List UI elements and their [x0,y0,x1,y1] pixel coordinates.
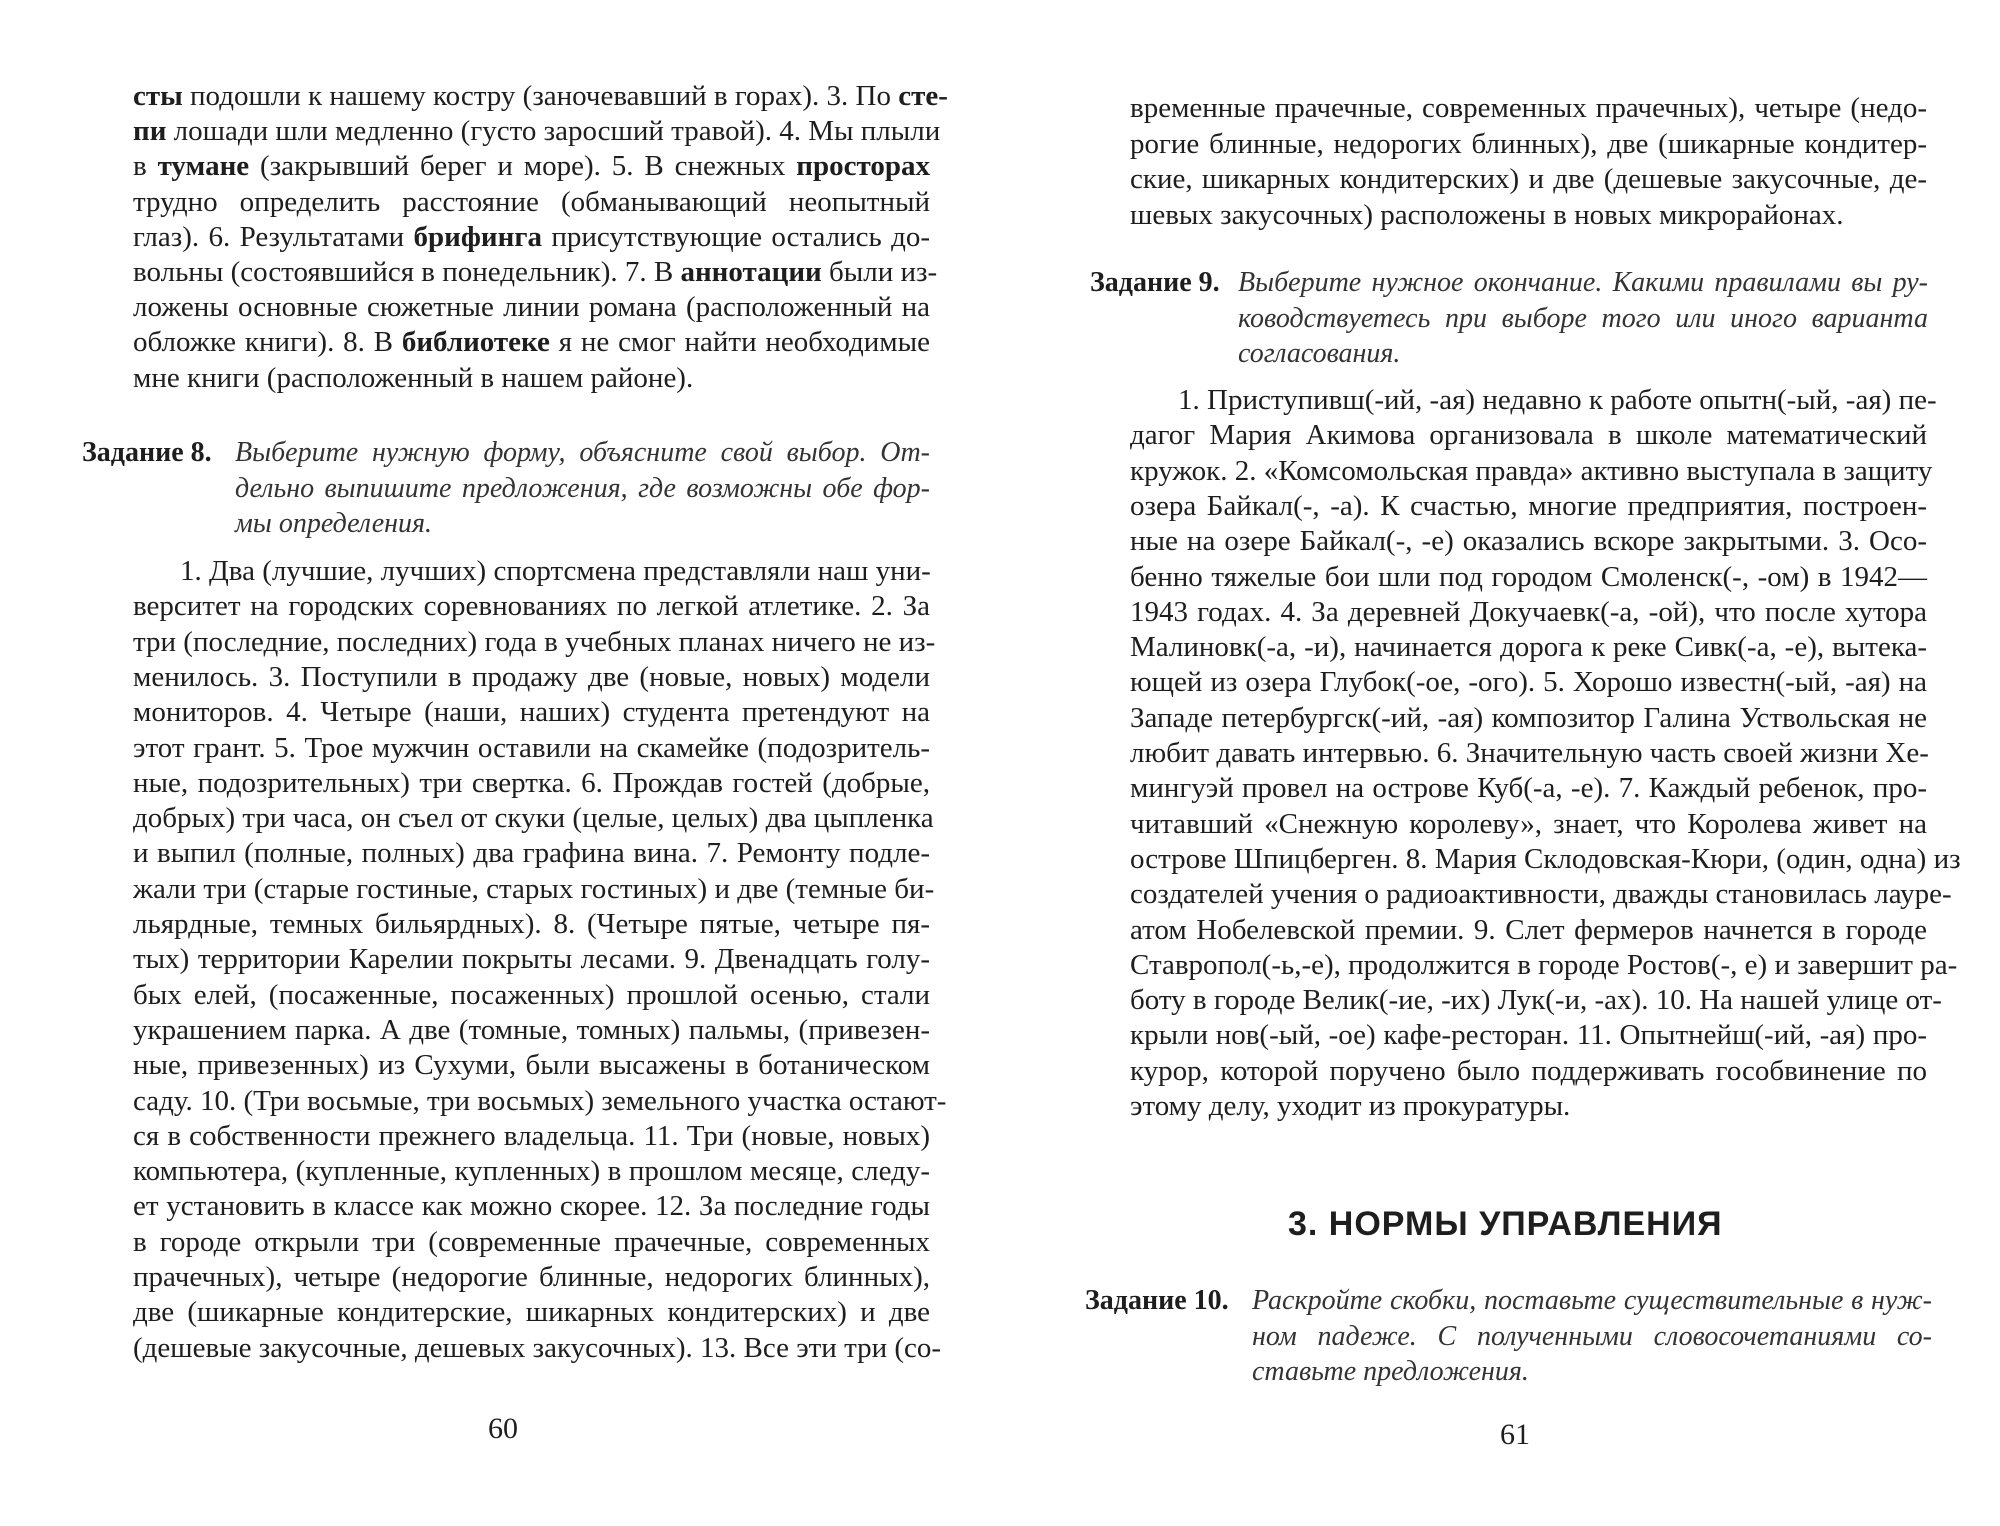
text-line: верситет на городских соревнованиях по легкой атлетике. 2. За [133,590,930,623]
text-run: трудно определить расстояние (обманывающий неопытный [133,185,930,218]
text-line: кружок. 2. «Комсомольская правда» активно выступала в защиту [1130,454,1933,487]
text-line: рогие блинные, недорогих блинных), две (шикарные кондитер- [1130,127,1927,160]
text-line [133,289,930,325]
text-line: тых) территории Карелии покрыты лесами. 9. Двенадцать голу- [133,943,930,976]
text-line: атом Нобелевской премии. 9. Слет фермеров начнется в городе [1130,913,1927,946]
instruction-line: мы определения. [235,508,433,539]
text-line: три (последние, последних) года в учебных планах ничего не из- [133,625,936,658]
bold-keyword: пи [133,115,167,148]
text-line: мониторов. 4. Четыре (наши, наших) студента претендуют на [133,696,930,729]
text-run: глаз). 6. Результатами [133,220,414,253]
text-line: две (шикарные кондитерские, шикарных кондитерских) и две [133,1296,930,1329]
text-run: присутствующие остались до- [542,220,930,253]
instruction-line: согласования. [1238,338,1401,369]
instruction-line: ставьте предложения. [1252,1356,1529,1387]
text-line: бых елей, (посаженные, посаженных) прошлой осенью, стали [133,978,930,1011]
text-line: шевых закусочных) расположены в новых микрорайонах. [1130,198,1844,231]
instruction-line: Выберите нужное окончание. Какими правилами вы ру- [1238,267,1928,298]
task-10-label: Задание 10. [1085,1285,1229,1316]
text-line [133,113,941,149]
text-line: крыли нов(-ый, -ое) кафе-ресторан. 11. Опытнейш(-ий, -ая) про- [1130,1019,1927,1052]
section-heading: 3. НОРМЫ УПРАВЛЕНИЯ [1288,1205,1723,1243]
text-line: курор, которой поручено было поддерживать гособвинение по [1130,1054,1927,1087]
text-run: мне книги (расположенный в нашем районе). [133,361,694,394]
text-line: дагог Мария Акимова организовала в школе математический [1130,419,1927,452]
text-line: 1. Два (лучшие, лучших) спортсмена представляли наш уни- [180,555,931,587]
text-line: озера Байкал(-, -а). К счастью, многие предприятия, построен- [1130,489,1927,522]
text-line: ющей из озера Глубок(-ое, -ого). 5. Хорошо известн(-ый, -ая) на [1130,666,1927,699]
task-8-label: Задание 8. [82,437,212,468]
text-line: 1. Приступивш(-ий, -ая) недавно к работе опытн(-ый, -ая) пе- [1178,384,1937,416]
text-line: ные, привезенных) из Сухуми, были высажены в ботаническом [133,1049,930,1082]
text-line: жали три (старые гостиные, старых гостиных) и две (темные би- [133,872,935,905]
instruction-line: Раскройте скобки, поставьте существительные в нуж- [1252,1285,1932,1316]
text-line: ные, подозрительных) три свертка. 6. Прождав гостей (добрые, [133,766,930,799]
page-number: 61 [1500,1418,1530,1451]
text-line: льярдные, темных бильярдных). 8. (Четыре пятые, четыре пя- [133,908,930,940]
bold-keyword: аннотации [680,256,822,288]
text-line: и выпил (полные, полных) два графина вина. 7. Ремонту подле- [133,837,930,870]
page-number: 60 [488,1412,518,1445]
bold-keyword: просторах [796,150,930,183]
text-line: этому делу, уходит из прокуратуры. [1130,1090,1571,1122]
bold-keyword: библиотеке [401,326,550,359]
text-run: я не смог найти необходимые [549,326,930,359]
text-line: 1943 годах. 4. За деревней Докучаевк(-а, -ой), что после хутора [1130,595,1927,628]
text-line: бенно тяжелые бои шли под городом Смоленск(-, -ом) в 1942— [1130,560,1927,593]
text-line: добрых) три часа, он съел от скуки (целые, целых) два цыпленка [133,802,934,835]
text-line [133,254,938,290]
text-line [133,184,930,220]
text-line [133,219,930,255]
text-line [133,324,930,360]
text-run: лошади шли медленно (густо заросший травой). 4. Мы плыли [166,115,941,148]
instruction-line: ном падеже. С полученными словосочетаниями со- [1252,1320,1932,1352]
text-run: в [133,150,158,183]
text-line: прачечных), четыре (недорогие блинные, недорогих блинных), [133,1261,930,1293]
text-line: читавший «Снежную королеву», знает, что Королева живет на [1130,807,1927,840]
instruction-line: ководствуетесь при выборе того или иного варианта [1238,302,1928,334]
text-line: мингуэй провел на острове Куб(-а, -е). 7. Каждый ребенок, про- [1130,772,1927,805]
text-line: острове Шпицберген. 8. Мария Склодовская-Кюри, (один, одна) из [1130,842,1961,875]
text-line: ся в собственности прежнего владельца. 11. Три (новые, новых) [133,1119,930,1152]
text-line: создателей учения о радиоактивности, дважды становилась лауре- [1130,878,1952,911]
instruction-line: Выберите нужную форму, объясните свой выбор. От- [235,437,930,468]
text-line [133,148,930,184]
text-run: (закрывший берег и море). 5. В снежных [249,150,797,183]
text-line: саду. 10. (Три восьмые, три восьмых) земельного участка остают- [133,1084,947,1117]
text-line: ские, шикарных кондитерских) и две (дешевые закусочные, де- [1130,163,1927,195]
text-line: менилось. 3. Поступили в продажу две (новые, новых) модели [133,660,930,693]
bold-keyword: сты [133,80,183,112]
text-line: любит давать интервью. 6. Значительную часть своей жизни Хе- [1130,737,1929,769]
instruction-line: дельно выпишите предложения, где возможны обе фор- [235,472,930,504]
text-line: Ставропол(-ь,-е), продолжится в городе Ростов(-, е) и завершит ра- [1130,948,1958,981]
text-run: ложены основные сюжетные линии романа (расположенный на [133,291,930,324]
text-line: ет установить в классе как можно скорее. 12. За последние годы [133,1190,930,1223]
text-line: этот грант. 5. Трое мужчин оставили на скамейке (подозритель- [133,731,930,764]
text-line: ные на озере Байкал(-, -е) оказались вскоре закрытыми. 3. Осо- [1130,525,1927,558]
text-line: украшением парка. А две (томные, томных) пальмы, (привезен- [133,1013,930,1046]
text-line: компьютера, (купленные, купленных) в прошлом месяце, следу- [133,1155,930,1188]
text-line: Западе петербургск(-ий, -ая) композитор Галина Уствольская не [1130,701,1927,734]
text-line: в городе открыли три (современные прачечные, современных [133,1225,930,1258]
text-line [133,78,948,114]
text-run: обложке книги). 8. В [133,326,402,359]
text-run: вольны (состоявшийся в понедельник). 7. В [133,256,681,288]
bold-keyword: тумане [157,150,250,183]
text-line: (дешевые закусочные, дешевых закусочных). 13. Все эти три (со- [133,1331,942,1364]
text-line: Малиновк(-а, -и), начинается дорога к реке Сивк(-а, -е), вытека- [1130,631,1927,664]
text-line: боту в городе Велик(-ие, -их) Лук(-и, -ах). 10. На нашей улице от- [1130,984,1942,1017]
text-run: подошли к нашему костру (заночевавший в горах). 3. По [182,80,899,112]
task-9-label: Задание 9. [1090,267,1220,298]
bold-keyword: брифинга [413,220,542,253]
text-line [133,360,930,396]
bold-keyword: сте- [898,80,948,112]
text-line: временные прачечные, современных прачечных), четыре (недо- [1130,92,1927,124]
text-run: были из- [821,256,938,288]
